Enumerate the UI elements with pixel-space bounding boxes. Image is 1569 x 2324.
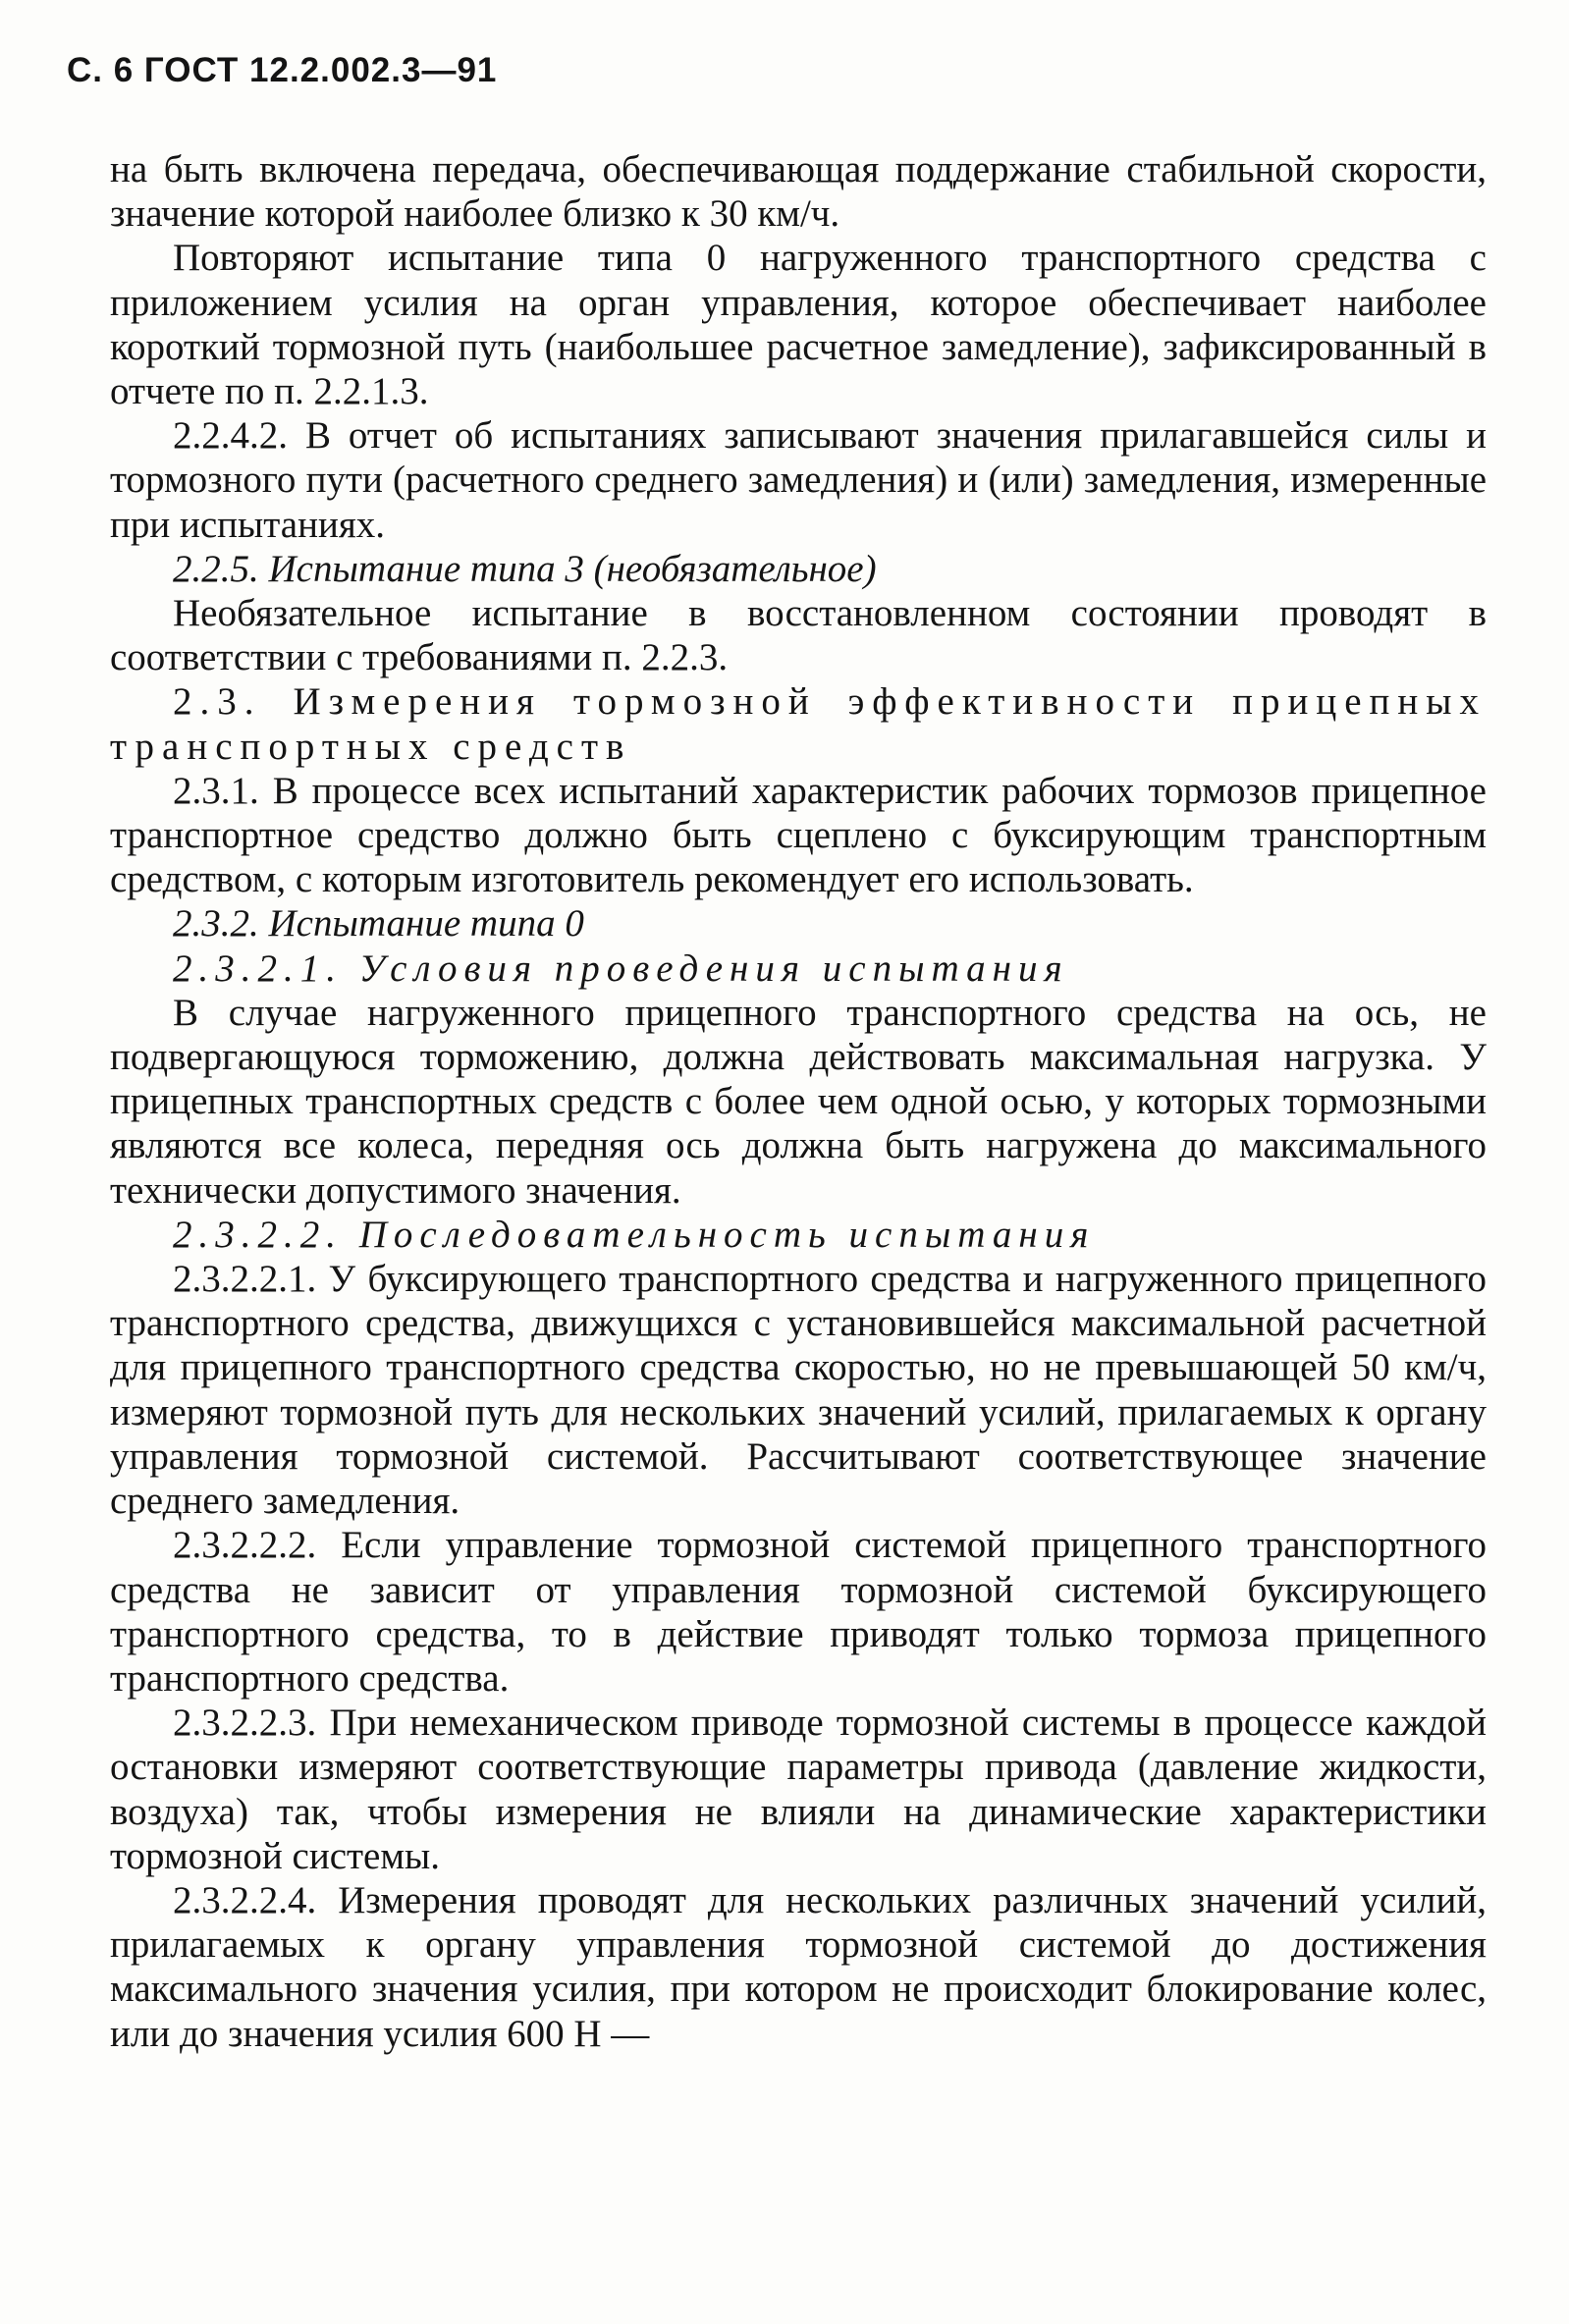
paragraph: на быть включена передача, обеспечивающая поддержание стабильной скорости, значение которой наиболее близко к 30 км/ч. <box>110 148 1487 236</box>
paragraph: 2.3.1. В процессе всех испытаний характеристик рабочих тормозов прицепное транспортное средство должно быть сцеплено с буксирующим транспортным средством, с которым изготовитель рекомендует его использовать. <box>110 769 1487 901</box>
page-header: С. 6 ГОСТ 12.2.002.3—91 <box>67 51 498 89</box>
paragraph: 2.3.2.2.3. При немеханическом приводе тормозной системы в процессе каждой остановки измеряют соответствующие параметры привода (давление жидкости, воздуха) так, чтобы измерения не влияли на динамические характеристики тормозной системы. <box>110 1702 1487 1877</box>
section-heading: 2.3.2. Испытание типа 0 <box>173 902 584 946</box>
paragraph: Повторяют испытание типа 0 нагруженного транспортного средства с приложением усилия на орган управления, которое обеспечивает наиболее короткий тормозной путь (наибольшее расчетное замедление), зафиксированный в отчете по п. 2.2.1.3. <box>110 237 1487 413</box>
paragraph: 2.3.2.2.1. У буксирующего транспортного средства и нагруженного прицепного транспортного средства, движущихся с установившейся максимальной расчетной для прицепного транспортного средства скоростью, но не превышающей 50 км/ч, измеряют тормозной путь для нескольких значений усилий, прилагаемых к органу управления тормозной системой. Рассчитывают соответствующее значение среднего замедления. <box>110 1258 1487 1523</box>
paragraph: 2.3.2.2.4. Измерения проводят для нескольких различных значений усилий, прилагаемых к органу управления тормозной системой до достижения максимального значения усилия, при котором не происходит блокирование колес, или до значения усилия 600 Н — <box>110 1878 1487 2055</box>
subsection-heading: 2.3.2.2. Последовательность испытания <box>173 1213 1096 1256</box>
section-heading: 2.3. Измерения тормозной эффективности прицепных транспортных средств <box>110 680 1487 768</box>
section-heading: 2.2.5. Испытание типа 3 (необязательное) <box>173 547 877 590</box>
paragraph: Необязательное испытание в восстановленном состоянии проводят в соответствии с требованиями п. 2.2.3. <box>110 592 1487 679</box>
subsection-heading: 2.3.2.1. Условия проведения испытания <box>173 946 1069 990</box>
document-body <box>110 147 1487 2056</box>
paragraph: 2.3.2.2.2. Если управление тормозной системой прицепного транспортного средства не зависит от управления тормозной системой буксирующего транспортного средства, то в действие приводят только тормоза прицепного транспортного средства. <box>110 1524 1487 1700</box>
paragraph: 2.2.4.2. В отчет об испытаниях записывают значения прилагавшейся силы и тормозного пути (расчетного среднего замедления) и (или) замедления, измеренные при испытаниях. <box>110 414 1487 546</box>
paragraph: В случае нагруженного прицепного транспортного средства на ось, не подвергающуюся торможению, должна действовать максимальная нагрузка. У прицепных транспортных средств с более чем одной осью, у которых тормозными являются все колеса, передняя ось должна быть нагружена до максимального технически допустимого значения. <box>110 991 1487 1212</box>
